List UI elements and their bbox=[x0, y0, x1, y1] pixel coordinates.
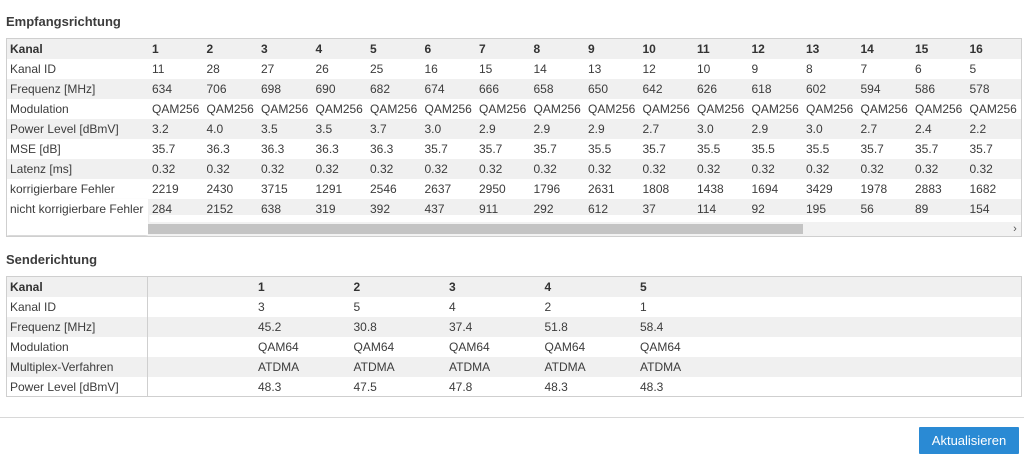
table-cell: 0.32 bbox=[315, 162, 339, 176]
table-cell: 1 bbox=[258, 280, 265, 294]
table-cell: QAM256 bbox=[642, 102, 690, 116]
table-cell: 13 bbox=[806, 42, 820, 56]
table-cell: 0.32 bbox=[588, 162, 612, 176]
table-cell: 2430 bbox=[206, 182, 234, 196]
table-cell: QAM256 bbox=[806, 102, 854, 116]
table-cell: 35.7 bbox=[533, 142, 557, 156]
table-cell: 4 bbox=[315, 42, 323, 56]
downstream-row-label: Kanal ID bbox=[10, 62, 57, 76]
table-cell: 4.0 bbox=[206, 122, 224, 136]
table-cell: 690 bbox=[315, 82, 336, 96]
table-row bbox=[7, 357, 1021, 377]
table-cell: 16 bbox=[424, 62, 438, 76]
table-cell: 10 bbox=[642, 42, 656, 56]
table-cell: QAM256 bbox=[206, 102, 254, 116]
table-row bbox=[148, 39, 1022, 59]
table-cell: 5 bbox=[640, 280, 647, 294]
table-cell: 48.3 bbox=[258, 380, 282, 394]
table-cell: 674 bbox=[424, 82, 445, 96]
table-cell: 3 bbox=[258, 300, 265, 314]
downstream-row-label: Frequenz [MHz] bbox=[7, 79, 148, 99]
table-cell: 911 bbox=[479, 202, 499, 215]
table-cell: 0.32 bbox=[915, 162, 939, 176]
table-cell: 48.3 bbox=[640, 380, 664, 394]
table-cell: 35.5 bbox=[806, 142, 830, 156]
table-cell: 195 bbox=[806, 202, 827, 215]
table-cell: 7 bbox=[860, 62, 868, 76]
table-cell: 666 bbox=[479, 82, 500, 96]
table-cell: 0.32 bbox=[860, 162, 884, 176]
table-cell: 2.9 bbox=[588, 122, 605, 136]
table-cell: 612 bbox=[588, 202, 609, 215]
table-cell: 2 bbox=[353, 280, 361, 294]
divider bbox=[0, 417, 1024, 418]
table-cell: 4 bbox=[544, 280, 552, 294]
table-cell: 2637 bbox=[424, 182, 452, 196]
table-cell: 602 bbox=[806, 82, 827, 96]
table-cell: 92 bbox=[751, 202, 765, 215]
table-cell: 14 bbox=[860, 42, 874, 56]
table-cell: 35.5 bbox=[697, 142, 721, 156]
table-cell: 47.5 bbox=[353, 380, 377, 394]
table-row bbox=[148, 179, 1022, 199]
table-cell: 35.7 bbox=[424, 142, 448, 156]
table-cell: 25 bbox=[370, 62, 384, 76]
table-cell: 2.4 bbox=[915, 122, 932, 136]
table-cell: 9 bbox=[588, 42, 595, 56]
table-cell: QAM256 bbox=[424, 102, 472, 116]
table-cell: QAM64 bbox=[544, 340, 586, 354]
table-cell: QAM256 bbox=[697, 102, 745, 116]
table-cell: 89 bbox=[915, 202, 929, 215]
table-cell: 154 bbox=[969, 202, 990, 215]
downstream-row-labels bbox=[7, 39, 148, 235]
table-row bbox=[7, 377, 1021, 397]
table-row bbox=[7, 297, 1021, 317]
refresh-button[interactable]: Aktualisieren bbox=[919, 427, 1019, 454]
downstream-row-label: nicht korrigierbare Fehler bbox=[7, 199, 148, 235]
table-cell: 56 bbox=[860, 202, 874, 215]
table-cell: 35.7 bbox=[969, 142, 993, 156]
table-cell: 2950 bbox=[479, 182, 506, 196]
table-cell: 12 bbox=[642, 62, 656, 76]
table-cell: QAM64 bbox=[449, 340, 490, 354]
table-cell: 1978 bbox=[860, 182, 888, 196]
upstream-row-values bbox=[258, 277, 736, 297]
table-cell: 706 bbox=[206, 82, 227, 96]
table-cell: 3.0 bbox=[697, 122, 714, 136]
upstream-row-label: Power Level [dBmV] bbox=[7, 377, 148, 397]
table-cell: 3 bbox=[449, 280, 456, 294]
table-row bbox=[7, 317, 1021, 337]
table-cell: 578 bbox=[969, 82, 990, 96]
table-cell: QAM64 bbox=[258, 340, 299, 354]
table-cell: 2.2 bbox=[969, 122, 987, 136]
table-cell: 2.9 bbox=[479, 122, 496, 136]
table-cell: 36.3 bbox=[370, 142, 394, 156]
table-cell: 16 bbox=[969, 42, 983, 56]
table-cell: 35.7 bbox=[642, 142, 666, 156]
table-cell: QAM256 bbox=[152, 102, 200, 116]
table-cell: 1694 bbox=[751, 182, 779, 196]
table-cell: 0.32 bbox=[424, 162, 448, 176]
table-cell: 2.9 bbox=[533, 122, 551, 136]
upstream-row-label: Kanal bbox=[7, 277, 148, 297]
table-cell: 1796 bbox=[533, 182, 561, 196]
table-cell: 1291 bbox=[315, 182, 343, 196]
table-cell: 2.9 bbox=[751, 122, 769, 136]
table-cell: 2631 bbox=[588, 182, 615, 196]
table-cell: 5 bbox=[969, 62, 977, 76]
table-cell: 0.32 bbox=[206, 162, 230, 176]
table-cell: 45.2 bbox=[258, 320, 282, 334]
table-cell: 284 bbox=[152, 202, 173, 215]
table-cell: 2152 bbox=[206, 202, 234, 215]
table-cell: 37 bbox=[642, 202, 656, 215]
downstream-row-label: MSE [dB] bbox=[10, 142, 61, 156]
table-cell: 11 bbox=[697, 42, 710, 56]
table-cell: 638 bbox=[261, 202, 282, 215]
table-cell: 35.5 bbox=[751, 142, 775, 156]
table-cell: 3715 bbox=[261, 182, 288, 196]
table-cell: 6 bbox=[915, 62, 922, 76]
table-cell: 2 bbox=[544, 300, 552, 314]
table-cell: QAM256 bbox=[915, 102, 963, 116]
table-row bbox=[148, 99, 1022, 119]
table-cell: 51.8 bbox=[544, 320, 568, 334]
table-cell: QAM256 bbox=[751, 102, 799, 116]
table-cell: 2 bbox=[206, 42, 214, 56]
downstream-row-label: Latenz [ms] bbox=[7, 159, 148, 179]
table-cell: 4 bbox=[449, 300, 456, 314]
table-cell: 30.8 bbox=[353, 320, 377, 334]
table-cell: 26 bbox=[315, 62, 329, 76]
table-cell: ATDMA bbox=[449, 360, 491, 374]
downstream-row-label: Kanal bbox=[7, 39, 148, 59]
table-cell: 27 bbox=[261, 62, 275, 76]
table-row bbox=[148, 59, 1022, 79]
upstream-row-values bbox=[258, 297, 736, 317]
table-cell: 618 bbox=[751, 82, 772, 96]
table-cell: 0.32 bbox=[370, 162, 394, 176]
table-cell: 58.4 bbox=[640, 320, 664, 334]
table-cell: 698 bbox=[261, 82, 282, 96]
table-cell: 0.32 bbox=[969, 162, 993, 176]
table-cell: 5 bbox=[370, 42, 377, 56]
table-row bbox=[7, 277, 1021, 297]
table-cell: 14 bbox=[533, 62, 547, 76]
table-cell: 0.32 bbox=[642, 162, 666, 176]
upstream-row-values bbox=[258, 337, 736, 357]
table-cell: 36.3 bbox=[315, 142, 339, 156]
table-cell: 0.32 bbox=[533, 162, 557, 176]
table-cell: 1438 bbox=[697, 182, 724, 196]
table-cell: 35.7 bbox=[915, 142, 939, 156]
table-cell: 35.5 bbox=[588, 142, 612, 156]
table-cell: 6 bbox=[424, 42, 432, 56]
table-cell: 15 bbox=[479, 62, 493, 76]
downstream-data-area[interactable] bbox=[148, 39, 1022, 215]
table-row bbox=[148, 119, 1022, 139]
table-cell: 626 bbox=[697, 82, 718, 96]
table-cell: 586 bbox=[915, 82, 936, 96]
table-cell: 1 bbox=[152, 42, 159, 56]
upstream-row-values bbox=[258, 317, 736, 337]
table-cell: 3.0 bbox=[424, 122, 442, 136]
table-row bbox=[148, 79, 1022, 99]
table-cell: 0.32 bbox=[261, 162, 285, 176]
table-cell: 319 bbox=[315, 202, 336, 215]
table-cell: 28 bbox=[206, 62, 220, 76]
table-cell: 3.5 bbox=[315, 122, 333, 136]
table-cell: 48.3 bbox=[544, 380, 568, 394]
upstream-table bbox=[6, 276, 1022, 397]
table-cell: 2546 bbox=[370, 182, 397, 196]
downstream-row-label: Modulation bbox=[10, 102, 69, 116]
table-cell: 2.7 bbox=[642, 122, 660, 136]
table-cell: QAM256 bbox=[533, 102, 581, 116]
table-row bbox=[148, 139, 1022, 159]
table-cell: 3.7 bbox=[370, 122, 387, 136]
table-cell: 0.32 bbox=[479, 162, 503, 176]
upstream-row-values bbox=[258, 357, 736, 377]
upstream-row-label: Multiplex-Verfahren bbox=[7, 357, 148, 377]
table-cell: 634 bbox=[152, 82, 173, 96]
table-cell: 7 bbox=[479, 42, 486, 56]
upstream-row-label: Frequenz [MHz] bbox=[7, 317, 148, 337]
table-cell: 3.0 bbox=[806, 122, 823, 136]
horizontal-scrollbar[interactable] bbox=[148, 222, 1022, 236]
upstream-title: Senderichtung bbox=[6, 252, 98, 267]
table-cell: 1808 bbox=[642, 182, 670, 196]
table-cell: 10 bbox=[697, 62, 711, 76]
table-cell: QAM256 bbox=[588, 102, 636, 116]
table-cell: 2883 bbox=[915, 182, 942, 196]
table-cell: 36.3 bbox=[261, 142, 285, 156]
table-row bbox=[7, 337, 1021, 357]
upstream-row-label: Kanal ID bbox=[7, 297, 148, 317]
table-cell: QAM64 bbox=[353, 340, 395, 354]
table-cell: 3.5 bbox=[261, 122, 278, 136]
table-cell: 35.7 bbox=[152, 142, 176, 156]
table-cell: 437 bbox=[424, 202, 445, 215]
table-cell: 642 bbox=[642, 82, 663, 96]
table-cell: 2219 bbox=[152, 182, 179, 196]
table-cell: 15 bbox=[915, 42, 929, 56]
table-cell: 658 bbox=[533, 82, 554, 96]
upstream-row-label: Modulation bbox=[7, 337, 148, 357]
table-cell: 1 bbox=[640, 300, 647, 314]
table-cell: QAM256 bbox=[315, 102, 363, 116]
upstream-row-values bbox=[258, 377, 736, 397]
table-cell: 0.32 bbox=[806, 162, 830, 176]
table-row bbox=[148, 159, 1022, 179]
table-cell: 35.7 bbox=[479, 142, 503, 156]
table-cell: 3429 bbox=[806, 182, 833, 196]
table-cell: ATDMA bbox=[353, 360, 395, 374]
table-cell: 1682 bbox=[969, 182, 997, 196]
downstream-row-label: korrigierbare Fehler bbox=[10, 182, 115, 196]
downstream-title: Empfangsrichtung bbox=[6, 14, 121, 29]
table-cell: 292 bbox=[533, 202, 554, 215]
table-cell: 8 bbox=[533, 42, 541, 56]
table-cell: 0.32 bbox=[152, 162, 176, 176]
table-cell: QAM256 bbox=[261, 102, 309, 116]
table-cell: 36.3 bbox=[206, 142, 230, 156]
scroll-right-arrow-icon[interactable]: › bbox=[1013, 223, 1017, 235]
table-cell: ATDMA bbox=[258, 360, 300, 374]
table-cell: 8 bbox=[806, 62, 813, 76]
table-cell: 12 bbox=[751, 42, 765, 56]
table-cell: QAM256 bbox=[860, 102, 908, 116]
table-cell: 0.32 bbox=[751, 162, 775, 176]
table-cell: 35.7 bbox=[860, 142, 884, 156]
table-cell: QAM256 bbox=[370, 102, 418, 116]
table-cell: QAM256 bbox=[969, 102, 1017, 116]
table-cell: 47.8 bbox=[449, 380, 473, 394]
table-cell: 114 bbox=[697, 202, 717, 215]
table-cell: 5 bbox=[353, 300, 361, 314]
table-cell: 9 bbox=[751, 62, 759, 76]
downstream-table bbox=[6, 38, 1022, 237]
scrollbar-thumb[interactable] bbox=[148, 224, 803, 234]
table-cell: 3.2 bbox=[152, 122, 169, 136]
table-cell: 3 bbox=[261, 42, 268, 56]
table-cell: 682 bbox=[370, 82, 391, 96]
table-cell: 11 bbox=[152, 62, 165, 76]
table-cell: ATDMA bbox=[640, 360, 682, 374]
table-cell: QAM64 bbox=[640, 340, 681, 354]
table-cell: QAM256 bbox=[479, 102, 527, 116]
table-cell: 2.7 bbox=[860, 122, 878, 136]
table-cell: 392 bbox=[370, 202, 391, 215]
table-cell: 594 bbox=[860, 82, 881, 96]
table-cell: 0.32 bbox=[697, 162, 721, 176]
table-row bbox=[148, 199, 1022, 215]
table-cell: 13 bbox=[588, 62, 602, 76]
table-cell: ATDMA bbox=[544, 360, 586, 374]
table-cell: 37.4 bbox=[449, 320, 473, 334]
downstream-row-label: Power Level [dBmV] bbox=[7, 119, 148, 139]
table-cell: 650 bbox=[588, 82, 609, 96]
